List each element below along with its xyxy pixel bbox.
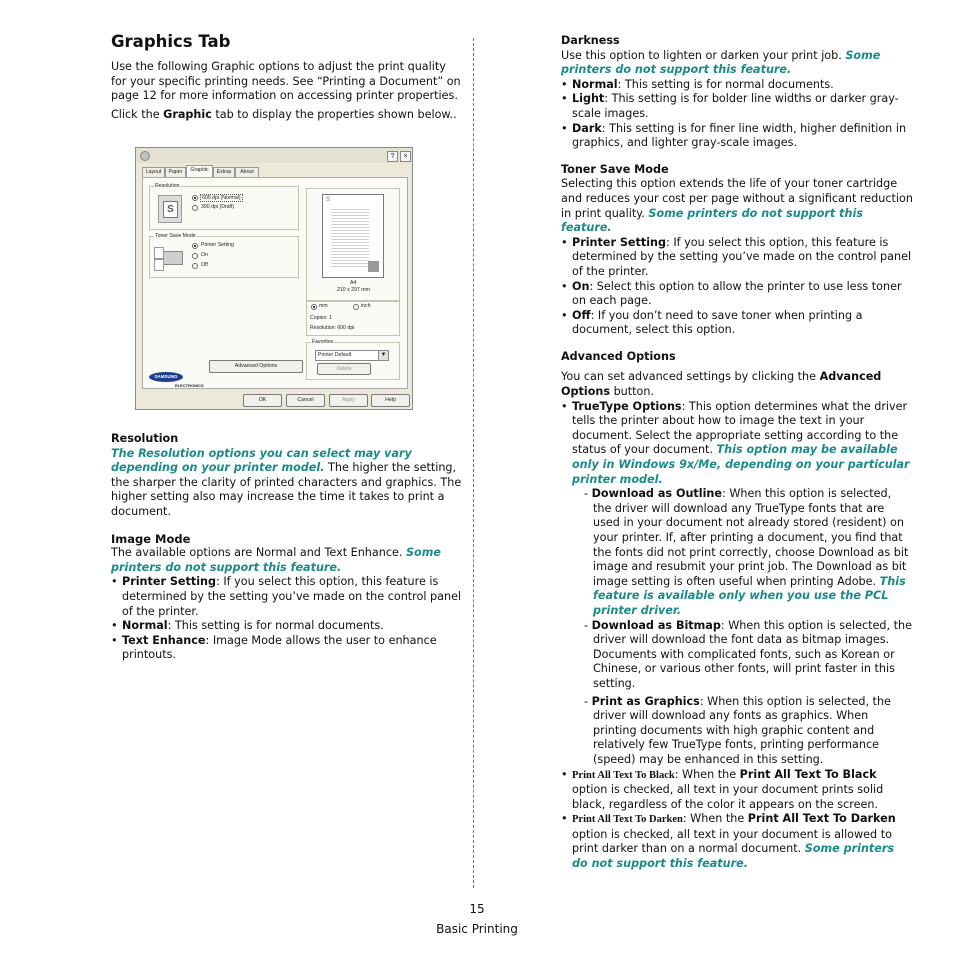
sub-item-bitmap: - Download as Bitmap: When this option is selected, the driver will download the font data as bitmap images. Documents with complicated fonts, such as Korean or Chinese, or various other fonts, will print faster in this setting. [584, 618, 912, 690]
column-divider [473, 38, 474, 888]
res-600-radio[interactable] [192, 195, 198, 201]
chevron-down-icon: ▼ [378, 351, 388, 360]
preview-letter: S [326, 197, 331, 203]
advanced-heading: Advanced Options [561, 349, 676, 363]
tab-extras[interactable]: Extras [213, 167, 235, 177]
resolution-info: Resolution: 600 dpi [310, 325, 355, 331]
page-preview-box [306, 188, 400, 302]
toner-printer-setting-radio[interactable] [192, 243, 198, 249]
image-mode-list [111, 575, 463, 663]
samsung-logo-sub: ELECTRONICS [175, 383, 204, 388]
resolution-note: The Resolution options you can select may vary depending on your printer model. [111, 446, 412, 475]
delete-button[interactable]: Delete [317, 363, 371, 375]
unit-inch-radio[interactable] [353, 304, 359, 310]
darkness-note: Some printers do not support this feature. [561, 48, 881, 77]
list-item: • Normal: This setting is for normal documents. [111, 619, 463, 634]
help-icon[interactable]: ? [387, 151, 398, 162]
unit-mm-radio[interactable] [311, 304, 317, 310]
sub-item-outline: - Download as Outline: When this option is selected, the driver will download any TrueType fonts that are used in your document not already stored (resident) on your printer. If, after printing a document, you find that the fonts did not print correctly, choose Download as bit image and resubmit your print job. The Download as bit image setting is often useful when printing Adobe. This feature is available only when you use the PCL printer driver. [584, 487, 909, 617]
favorites-select[interactable] [315, 350, 389, 361]
tab-layout[interactable]: Layout [142, 167, 165, 177]
resolution-group-label: Resolution [155, 183, 180, 189]
sub-item-graphics: - Print as Graphics: When this option is selected, the driver will download any fonts as graphics. When printing documents with high graphic content and relatively few TrueType fonts, printing performance (speed) may be enhanced in this setting. [584, 694, 891, 766]
dialog-titlebar [136, 148, 412, 163]
resolution-icon [158, 195, 182, 223]
list-item: • Text Enhance: Image Mode allows the user to enhance printouts. [111, 634, 463, 663]
preview-page [322, 194, 384, 278]
click-instruction: Click the Graphic tab to display the properties shown below.. [111, 107, 457, 121]
graphic-tab-page [142, 177, 408, 389]
outline-note: This feature is available only when you use the PCL printer driver. [593, 574, 906, 617]
paper-info-box [306, 300, 400, 336]
darkness-heading: Darkness [561, 34, 620, 47]
favorites-group [306, 339, 400, 380]
res-300-label: 300 dpi (Draft) [201, 204, 235, 210]
unit-mm-label: mm [319, 303, 328, 309]
favorites-select-value: Printer Default [318, 352, 352, 358]
list-item: • Off: If you don’t need to save toner when printing a document, select this option. [561, 309, 913, 338]
darkness-list [561, 78, 913, 151]
left-column-lower [111, 432, 463, 663]
resolution-icon-letter: S [163, 201, 178, 218]
ok-button[interactable]: OK [243, 394, 282, 407]
list-item: • On: Select this option to allow the printer to use less toner on each page. [561, 280, 913, 309]
image-mode-paragraph: The available options are Normal and Text Enhance. Some printers do not support this feature. [111, 546, 441, 574]
help-button[interactable]: Help [371, 394, 410, 407]
cancel-button[interactable]: Cancel [286, 394, 325, 407]
list-item: • Light: This setting is for bolder line widths or darker gray-scale images. [561, 92, 913, 121]
resolution-group [149, 183, 299, 230]
image-mode-heading: Image Mode [111, 531, 191, 546]
list-item: • Normal: This setting is for normal documents. [561, 78, 913, 93]
res-600-label: 600 dpi (Normal) [202, 195, 241, 201]
resolution-heading: Resolution [111, 432, 179, 445]
list-item: • Print All Text To Darken: When the Print All Text To Darken option is checked, all text in your document is allowed to print darker than on a normal document. Some printers do not support this feature. [561, 812, 913, 871]
tab-graphic[interactable]: Graphic [186, 165, 213, 177]
intro-paragraph: Use the following Graphic options to adjust the print quality for your specific printing needs. See “Printing a Document” on page 12 for more information on accessing printer properties. [111, 60, 461, 103]
paper-size-label: A4 [350, 280, 357, 286]
unit-inch-label: inch [361, 303, 371, 309]
preview-lines [331, 207, 369, 267]
darkness-paragraph: Use this option to lighten or darken your print job. Some printers do not support this feature. [561, 48, 881, 77]
close-icon[interactable]: × [400, 151, 411, 162]
res-300-radio[interactable] [192, 205, 198, 211]
list-item: • Printer Setting: If you select this option, this feature is determined by the setting you’ve made on the control panel of the printer. [561, 236, 913, 280]
printer-properties-dialog [135, 147, 413, 410]
preview-image-block [368, 261, 379, 272]
toner-icon [154, 245, 184, 271]
favorites-group-label: Favorites [312, 339, 334, 345]
printer-icon [140, 151, 150, 161]
toner-printer-setting-label: Printer Setting [201, 242, 234, 248]
apply-button[interactable]: Apply [329, 394, 368, 407]
toner-paragraph: Selecting this option extends the life of your toner cartridge and reduces your cost per page without a significant reduction in print quality. Some printers do not support this feature. [561, 177, 913, 235]
list-item: • Print All Text To Black: When the Print All Text To Black option is checked, all text in your document prints solid black, regardless of the color it appears on the screen. [561, 768, 913, 813]
image-mode-note: Some printers do not support this feature. [111, 546, 441, 574]
toner-off-radio[interactable] [192, 263, 198, 269]
page-number: 15 [469, 902, 485, 916]
page-title: Graphics Tab [111, 32, 231, 51]
toner-note: Some printers do not support this feature. [561, 206, 863, 235]
list-item: • Printer Setting: If you select this option, this feature is determined by the setting you’ve made on the control panel of the printer. [111, 575, 463, 619]
list-item: • Dark: This setting is for finer line width, higher definition in graphics, and lighter gray-scale images. [561, 122, 913, 151]
copies-info: Copies: 1 [310, 315, 332, 321]
advanced-options-button[interactable]: Advanced Options [209, 360, 303, 373]
list-item: • TrueType Options: This option determines what the driver tells the printer about how to image the text in your document. Select the appropriate setting according to the status of your document. This option may be available only in Windows 9x/Me, depending on your particular printer model. - Download as Outline: When this option is selected, the driver will download any TrueType fonts that are used in your document not already stored (resident) on your printer. If, after printing a document, you find that the fonts did not print correctly, choose Download as bit image and resubmit your print job. The Download as bit image setting is often useful when printing Adobe. This feature is available only when you use the PCL printer driver. - Download as Bitmap: When this option is selected, the driver will download the font data as bitmap images. Documents with complicated fonts, such as Korean or Chinese, or various other fonts, will print faster in this setting. - Print as Graphics: When this option is selected, the driver will download any fonts as graphics. When printing documents with high graphic content and relatively few TrueType fonts, printing performance (speed) may be enhanced in this setting. [561, 400, 913, 768]
toner-list [561, 236, 913, 338]
toner-heading: Toner Save Mode [561, 162, 669, 176]
toner-group-label: Toner Save Mode [155, 233, 196, 239]
darken-note: Some printers do not support this feature. [572, 842, 895, 871]
tab-about[interactable]: About [235, 167, 259, 177]
toner-save-group [149, 233, 299, 278]
toner-on-radio[interactable] [192, 253, 198, 259]
samsung-logo: SAMSUNG [149, 372, 183, 382]
advanced-list [561, 400, 913, 872]
footer-section-title: Basic Printing [436, 922, 518, 936]
advanced-paragraph: You can set advanced settings by clicking the Advanced Options button. [561, 370, 882, 399]
truetype-note: This option may be available only in Windows 9x/Me, depending on your particular printer model. [572, 443, 910, 486]
paper-dims-label: 210 x 297 mm [337, 287, 370, 293]
resolution-paragraph: The Resolution options you can select may vary depending on your printer model. The higher the setting, the sharper the clarity of printed characters and graphics. The higher setting also may increase the time it takes to print a document. [111, 446, 462, 518]
toner-on-label: On [201, 252, 208, 258]
right-column [561, 34, 913, 872]
left-column [111, 32, 463, 122]
tab-paper[interactable]: Paper [165, 167, 186, 177]
toner-off-label: Off [201, 262, 208, 268]
